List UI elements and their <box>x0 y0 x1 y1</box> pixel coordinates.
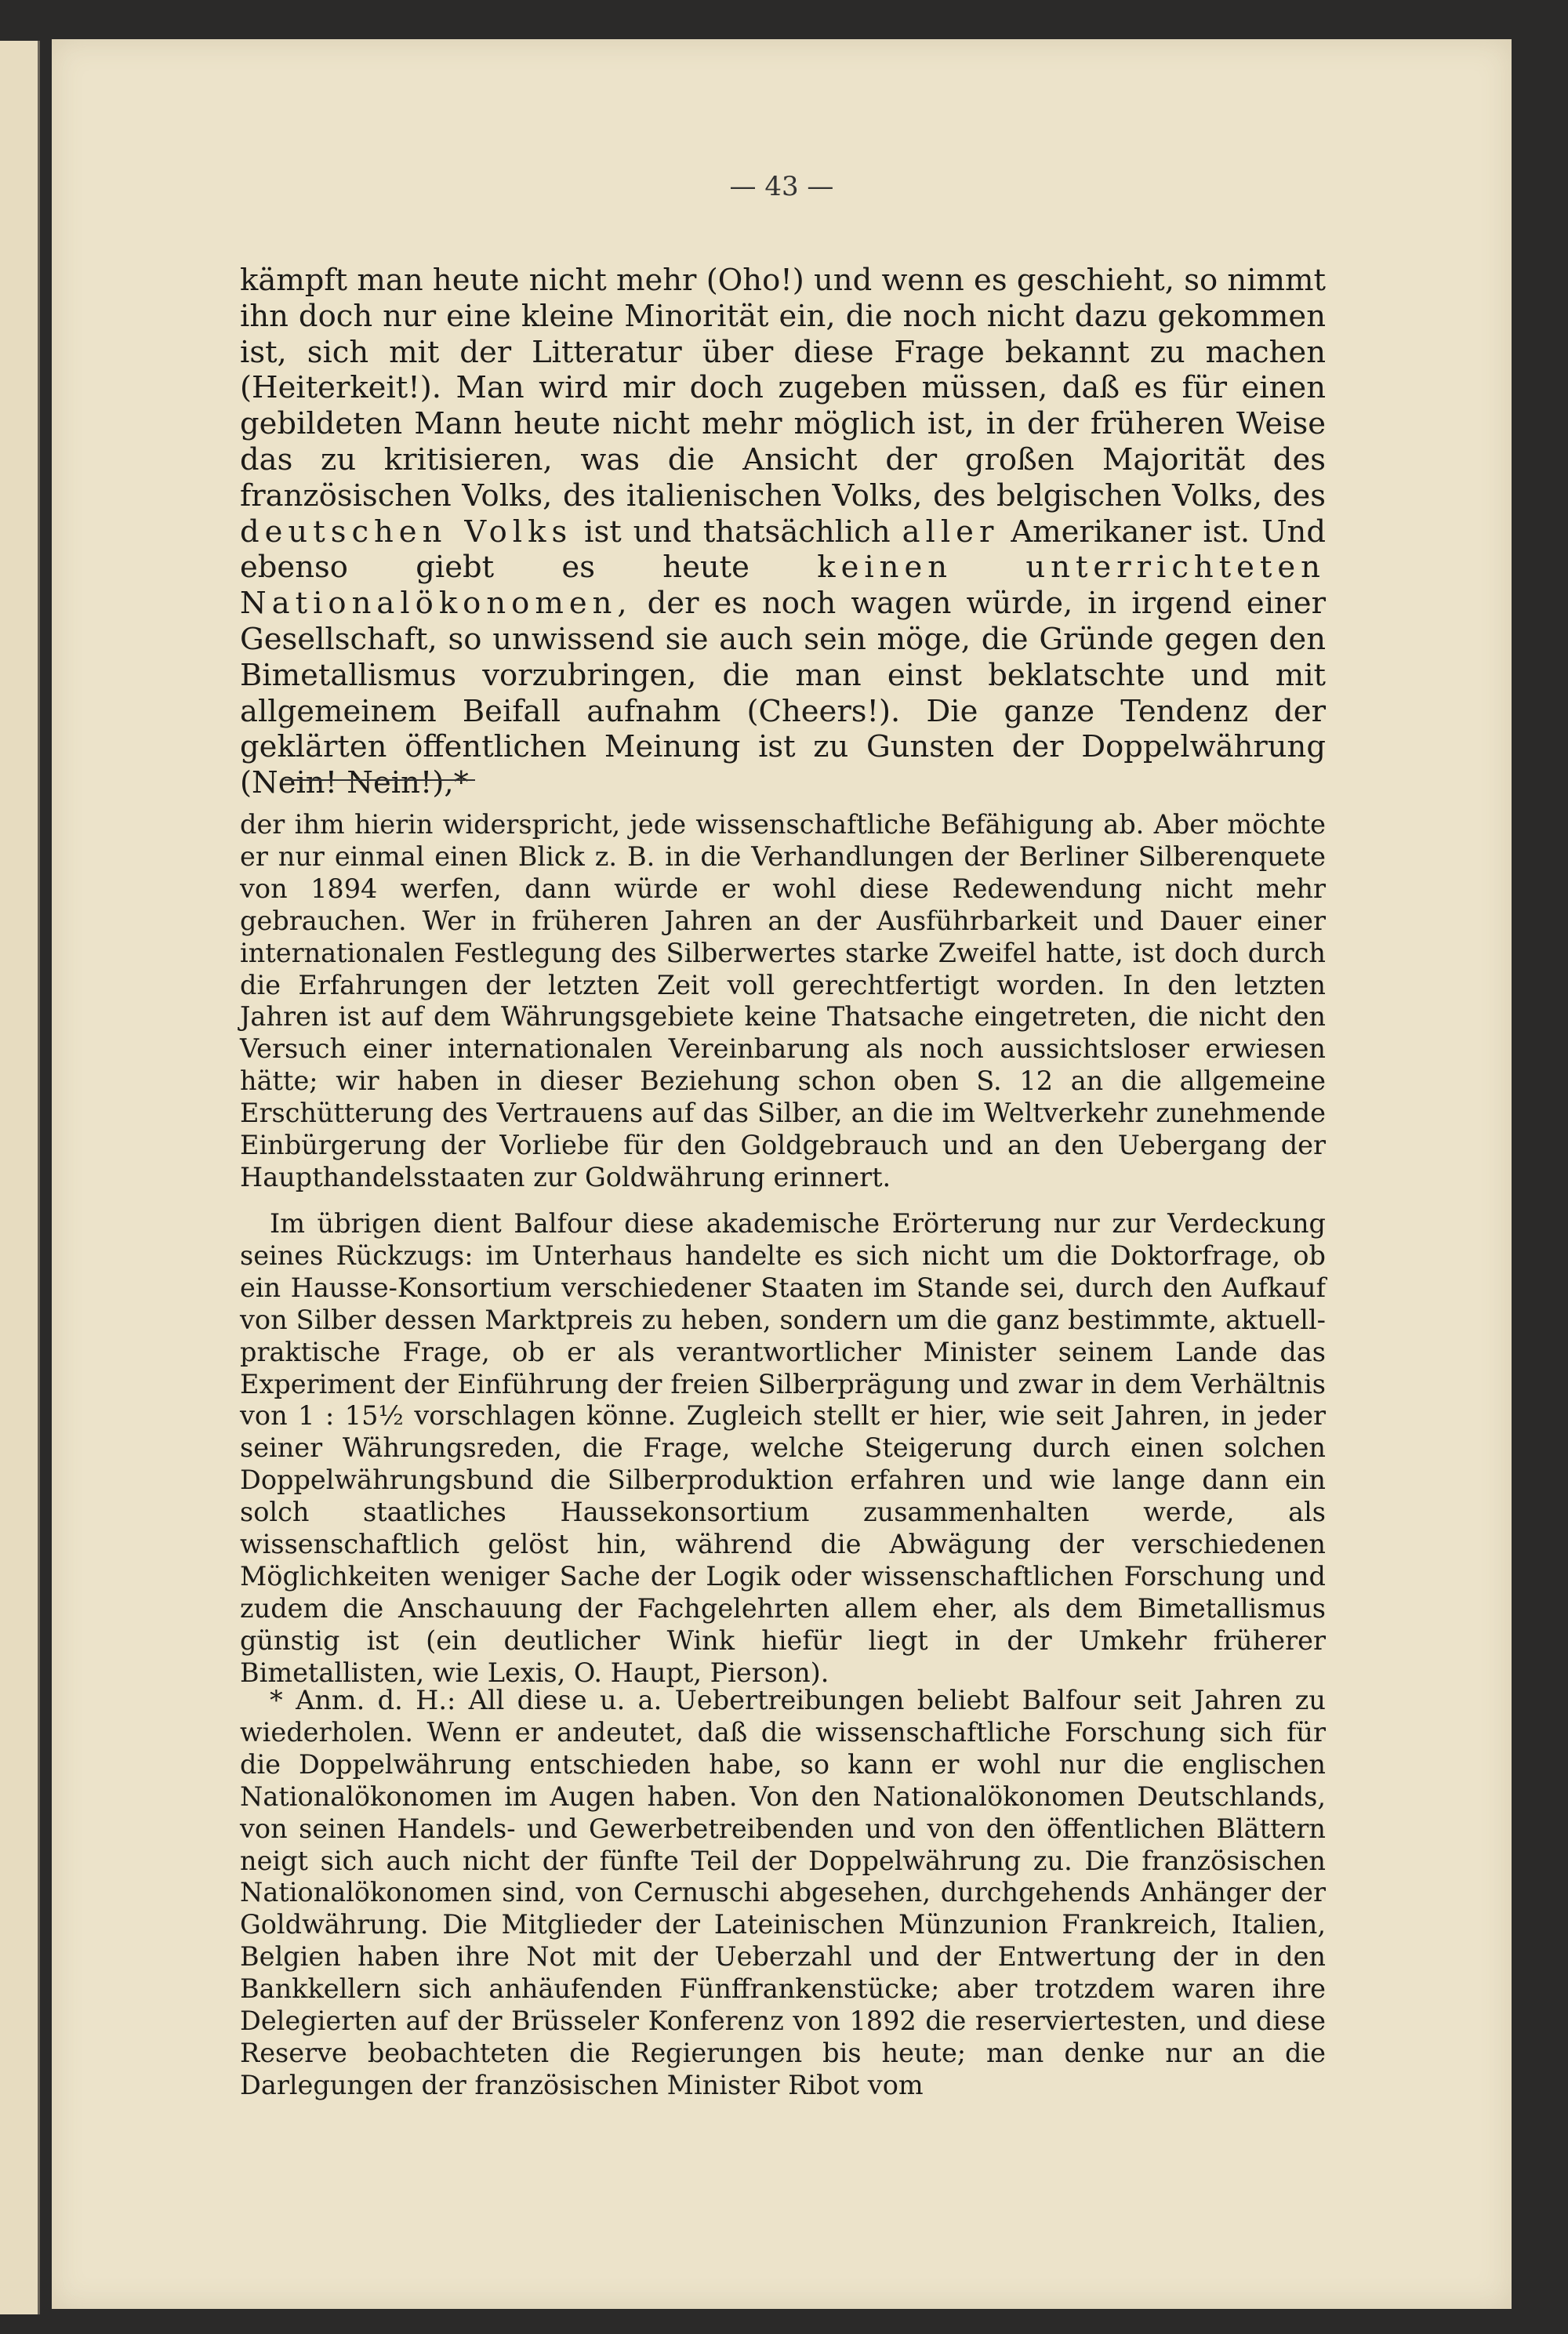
facing-page-edge <box>0 41 40 2314</box>
footnote-paragraph: Im übrigen dient Balfour diese akademische Erörterung nur zur Verdeckung seines Rückzugs: im Unterhaus handelte es sich nicht um die Doktorfrage, ob ein Hausse-Konsortium verschiedener Staaten im Stande sei, durch den Aufkauf von Silber dessen Marktpreis zu heben, sondern um die ganz bestimmte, aktuell-praktische Frage, ob er als verantwortlicher Minister seinem Lande das Experiment der Einführung der freien Silberprägung und zwar in dem Verhältnis von 1 : 15½ vorschlagen könne. Zugleich stellt er hier, wie seit Jahren, in jeder seiner Währungsreden, die Frage, welche Steigerung durch einen solchen Doppelwährungsbund die Silberproduktion erfahren und wie lange dann ein solch staatliches Haussekonsortium zusammenhalten werde, als wissenschaftlich gelöst hin, während die Abwägung der verschiedenen Möglichkeiten weniger Sache der Logik oder wissenschaftlichen Forschung und zudem die Anschauung der Fachgelehrten allem eher, als dem Bimetallismus günstig ist (ein deutlicher Wink hiefür liegt in der Umkehr früherer Bimetallisten, wie Lexis, O. Haupt, Pierson). <box>240 1208 1326 1688</box>
book-page <box>52 39 1512 2309</box>
main-text-part2: ist und thatsächlich <box>584 514 891 550</box>
main-text-emphasis-keinen: keinen unterrichteten Nationalökonomen, <box>240 550 1326 622</box>
main-text <box>240 263 1326 801</box>
main-text-emphasis-aller: aller <box>902 514 1000 550</box>
footnote-continuation: der ihm hierin widerspricht, jede wissenschaftliche Befähigung ab. Aber möchte er nur einmal einen Blick z. B. in die Verhandlungen der Berliner Silberenquete von 1894 werfen, dann würde er wohl diese Redewendung nicht mehr gebrauchen. Wer in früheren Jahren an der Ausführbarkeit und Dauer einer internationalen Festlegung des Silberwertes starke Zweifel hatte, ist doch durch die Erfahrungen der letzten Zeit voll gerechtfertigt worden. In den letzten Jahren ist auf dem Währungsgebiete keine Thatsache eingetreten, die nicht den Versuch einer internationalen Vereinbarung als noch aussichtsloser erwiesen hätte; wir haben in dieser Beziehung schon oben S. 12 an die allgemeine Erschütterung des Vertrauens auf das Silber, an die im Weltverkehr zunehmende Einbürgerung der Vorliebe für den Goldgebrauch und an den Uebergang der Haupthandelsstaaten zur Goldwährung erinnert. <box>240 809 1326 1192</box>
footnote-separator <box>285 779 475 781</box>
main-text-part1: kämpft man heute nicht mehr (Oho!) und wenn es geschieht, so nimmt ihn doch nur eine kleine Minorität ein, die noch nicht dazu gekommen ist, sich mit der Litteratur über diese Frage bekannt zu machen (Heiterkeit!). Man wird mir doch zugeben müssen, daß es für einen gebildeten Mann heute nicht mehr möglich ist, in der früheren Weise das zu kritisieren, was die Ansicht der großen Majorität des französischen Volks, des italienischen Volks, des belgischen Volks, des <box>240 263 1326 514</box>
main-text-emphasis-deutschen: deutschen Volks <box>240 514 573 550</box>
page-number: — 43 — <box>729 171 834 202</box>
editor-note: * Anm. d. H.: All diese u. a. Uebertreibungen beliebt Balfour seit Jahren zu wiederholen. Wenn er andeutet, daß die wissenschaftliche Forschung sich für die Doppelwährung entschieden habe, so kann er wohl nur die englischen Nationalökonomen im Augen haben. Von den Nationalökonomen Deutschlands, von seinen Handels- und Gewerbetreibenden und von den öffentlichen Blättern neigt sich auch nicht der fünfte Teil der Doppelwährung zu. Die französischen Nationalökonomen sind, von Cernuschi abgesehen, durchgehends Anhänger der Goldwährung. Die Mitglieder der Lateinischen Münzunion Frankreich, Italien, Belgien haben ihre Not mit der Ueberzahl und der Entwertung der in den Bankkellern sich anhäufenden Fünffrankenstücke; aber trotzdem waren ihre Delegierten auf der Brüsseler Konferenz von 1892 die reserviertesten, und diese Reserve beobachteten die Regierungen bis heute; man denke nur an die Darlegungen der französischen Minister Ribot vom <box>240 1685 1326 2100</box>
main-text-part3: Amerikaner ist. Und ebenso giebt es heute <box>240 514 1326 586</box>
main-text-part4: der es noch wagen würde, in irgend einer Gesellschaft, so unwissend sie auch sein möge, die Gründe gegen den Bimetallismus vorzubringen, die man einst beklatschte und mit allgemeinem Beifall aufnahm (Cheers!). Die ganze Tendenz der geklärten öffentlichen Meinung ist zu Gunsten der Doppelwährung (Nein! Nein!),* <box>240 586 1326 801</box>
